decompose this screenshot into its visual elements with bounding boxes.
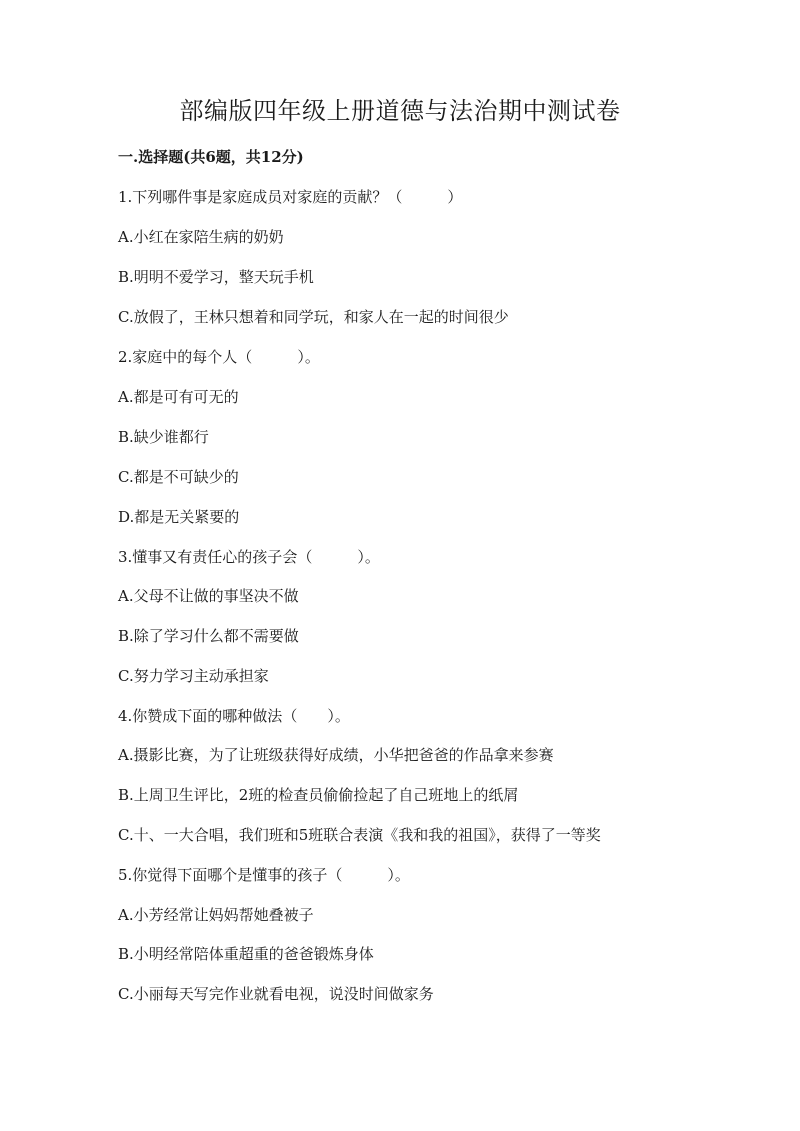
question-4: 4.你赞成下面的哪种做法（ ）。 <box>118 707 350 725</box>
option-4c: C.十、一大合唱，我们班和5班联合表演《我和我的祖国》，获得了一等奖 <box>118 826 601 844</box>
option-3b: B.除了学习什么都不需要做 <box>118 627 299 645</box>
question-1: 1.下列哪件事是家庭成员对家庭的贡献？（ ） <box>118 188 463 206</box>
option-1c: C.放假了，王林只想着和同学玩，和家人在一起的时间很少 <box>118 308 509 326</box>
option-2b: B.缺少谁都行 <box>118 428 209 446</box>
page-title: 部编版四年级上册道德与法治期中测试卷 <box>179 97 621 125</box>
option-4a: A.摄影比赛，为了让班级获得好成绩，小华把爸爸的作品拿来参赛 <box>118 746 554 764</box>
option-2c: C.都是不可缺少的 <box>118 468 239 486</box>
option-1b: B.明明不爱学习，整天玩手机 <box>118 268 314 286</box>
question-3: 3.懂事又有责任心的孩子会（ ）。 <box>118 548 380 566</box>
option-5b: B.小明经常陪体重超重的爸爸锻炼身体 <box>118 945 374 963</box>
option-3a: A.父母不让做的事坚决不做 <box>118 587 299 605</box>
question-5: 5.你觉得下面哪个是懂事的孩子（ ）。 <box>118 866 410 884</box>
option-5a: A.小芳经常让妈妈帮她叠被子 <box>118 906 314 924</box>
section-heading: 一.选择题(共6题，共12分) <box>118 148 304 166</box>
option-2d: D.都是无关紧要的 <box>118 508 240 526</box>
option-1a: A.小红在家陪生病的奶奶 <box>118 228 284 246</box>
option-2a: A.都是可有可无的 <box>118 388 239 406</box>
option-3c: C.努力学习主动承担家 <box>118 667 269 685</box>
option-4b: B.上周卫生评比，2班的检查员偷偷捡起了自己班地上的纸屑 <box>118 786 519 804</box>
question-2: 2.家庭中的每个人（ ）。 <box>118 348 320 366</box>
option-5c: C.小丽每天写完作业就看电视，说没时间做家务 <box>118 985 434 1003</box>
